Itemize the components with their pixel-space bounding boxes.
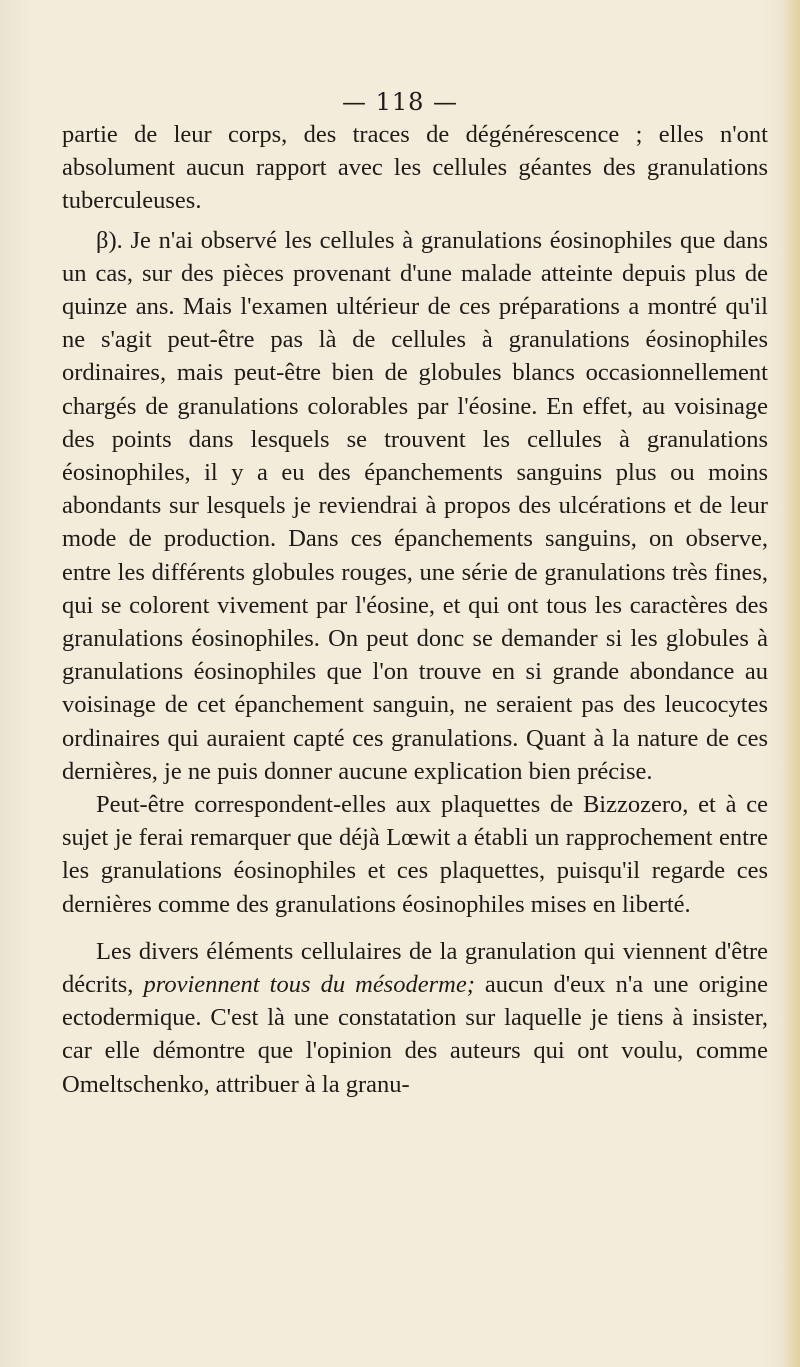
paragraph-3-text: Peut-être correspondent-elles aux plaquettes de Bizzozero, et à ce sujet je ferai remarquer que déjà Lœwit a établi un rapprochement entre les granulations éosinophiles et ces plaquettes, puisqu'il regarde ces dernières comme des granulations éosinophiles mises en liberté. (62, 791, 768, 918)
body-text (62, 118, 768, 1101)
paragraph-1-text: partie de leur corps, des traces de dégénérescence ; elles n'ont absolument aucun rapport avec les cellules géantes des granulations tuberculeuses. (62, 121, 768, 215)
paragraph-4-text-b: aucun d'eux n'a une origine ectodermique. C'est là une constatation sur laquelle je tiens à insister, car elle démontre que l'opinion des auteurs qui ont voulu, comme Omeltschenko, attribuer à la granu- (62, 971, 768, 1098)
paragraph-3 (62, 788, 768, 921)
paragraph-2-text: β). Je n'ai observé les cellules à granulations éosinophiles que dans un cas, sur des pièces provenant d'une malade atteinte depuis plus de quinze ans. Mais l'examen ultérieur de ces préparations a montré qu'il ne s'agit peut-être pas là de cellules à granulations éosinophiles ordinaires, mais peut-être bien de globules blancs occasionnellement chargés de granulations colorables par l'éosine. En effet, au voisinage des points dans lesquels se trouvent les cellules à granulations éosinophiles, il y a eu des épanchements sanguins plus ou moins abondants sur lesquels je reviendrai à propos des ulcérations et de leur mode de production. Dans ces épanchements sanguins, on observe, entre les différents globules rouges, une série de granulations très fines, qui se colorent vivement par l'éosine, et qui ont tous les caractères des granulations éosinophiles. On peut donc se demander si les globules à granulations éosinophiles que l'on trouve en si grande abondance au voisinage de cet épanchement sanguin, ne seraient pas des leucocytes ordinaires qui auraient capté ces granulations. Quant à la nature de ces dernières, je ne puis donner aucune explication bien précise. (62, 226, 768, 785)
paragraph-1 (62, 118, 768, 218)
paragraph-4 (62, 935, 768, 1101)
page-edge (782, 0, 800, 1367)
paragraph-4-text-a: Les divers éléments cellulaires de la granulation qui viennent d'être décrits, (62, 937, 768, 999)
page-number: — 118 — (341, 88, 459, 116)
spacer (62, 921, 768, 935)
paragraph-4-italic: proviennent tous du mésoderme; (143, 971, 475, 999)
paragraph-2 (62, 224, 768, 788)
